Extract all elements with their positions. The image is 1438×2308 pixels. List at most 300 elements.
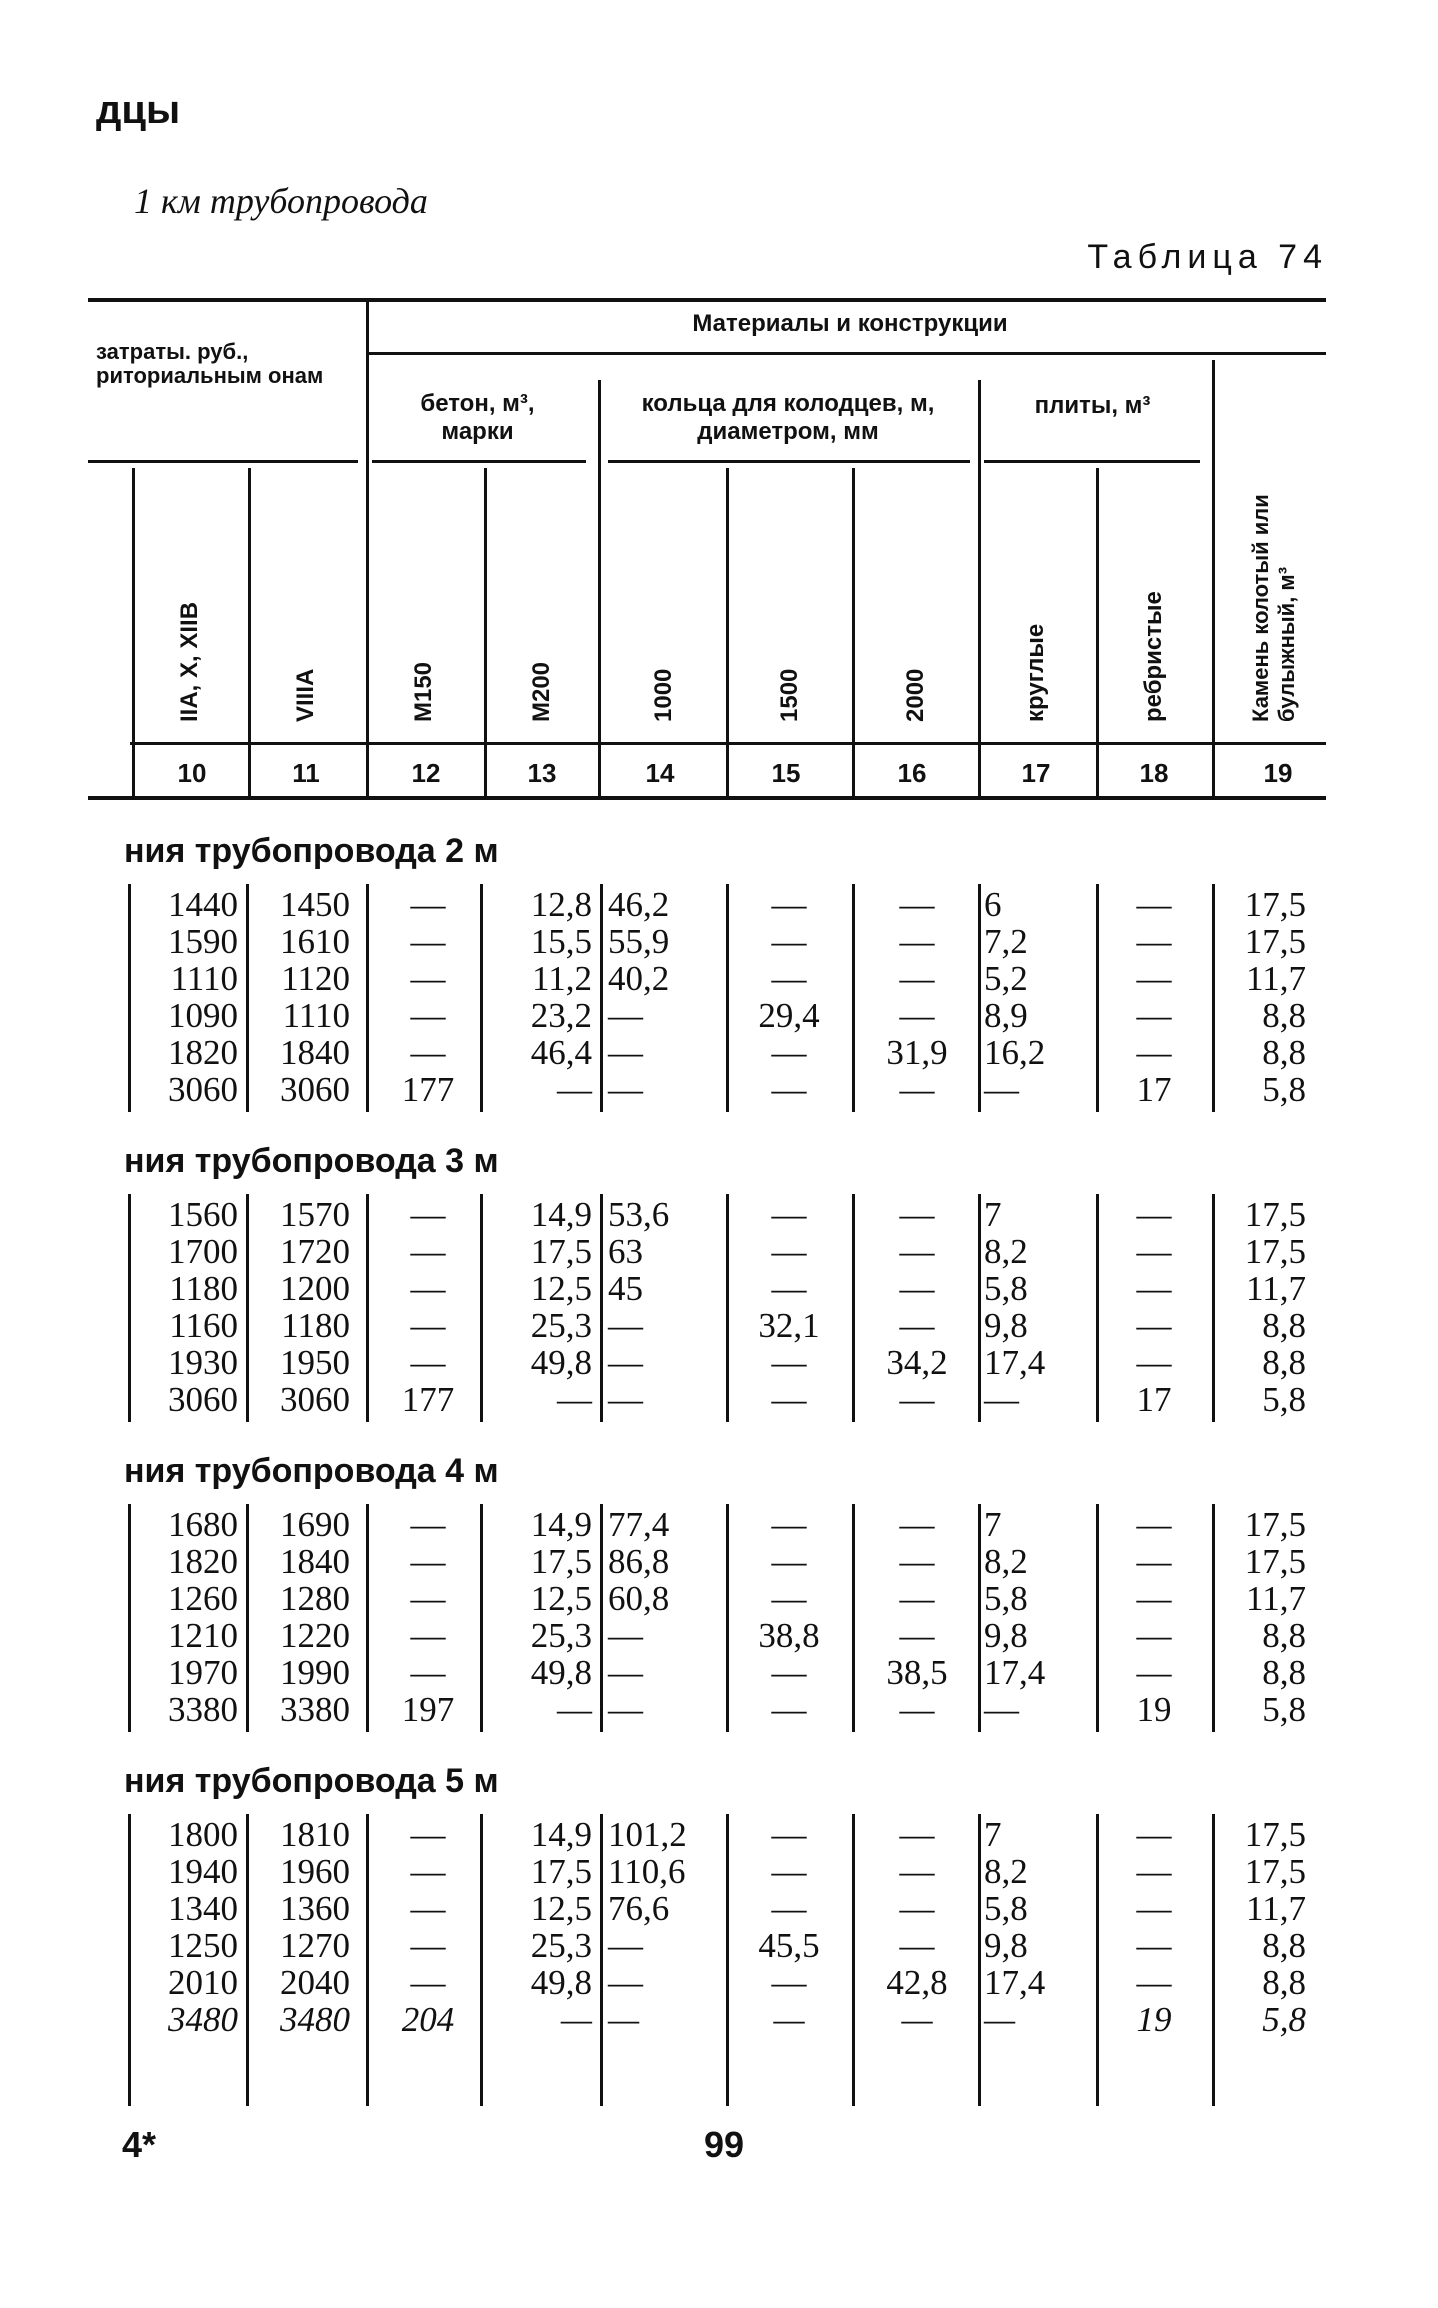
col-1000: 1000: [650, 668, 677, 722]
table-cell: —: [1136, 885, 1172, 924]
table-cell: 17,5: [530, 1852, 592, 1891]
col-IIA-X-XIIB: IIA, X, XIIB: [176, 601, 203, 722]
column-divider: [128, 884, 131, 1112]
plity-header: плиты, м³: [1034, 392, 1151, 419]
table-cell: 17,5: [1244, 1542, 1306, 1581]
table-cell: 3060: [168, 1380, 238, 1419]
table-cell: 5,8: [984, 1889, 1028, 1928]
col-number: 17: [1021, 758, 1051, 788]
table-cell: 17,5: [530, 1542, 592, 1581]
table-cell: 7: [984, 1195, 1002, 1234]
table-cell: 19: [1136, 1690, 1172, 1729]
column-divider: [246, 1504, 249, 1732]
page-number: 99: [704, 2124, 745, 2165]
table-cell: —: [771, 1889, 807, 1928]
col-kamen: Камень колотый или булыжный, м³: [1248, 494, 1299, 722]
table-cell: —: [1136, 1542, 1172, 1581]
table-cell: 1960: [280, 1852, 350, 1891]
table-cell: 7: [984, 1505, 1002, 1544]
table-cell: —: [1136, 1963, 1172, 2002]
table-cell: 12,5: [530, 1269, 592, 1308]
table-cell: 1180: [169, 1269, 238, 1308]
col-number: 13: [527, 758, 557, 788]
col-number: 15: [771, 758, 801, 788]
header-divider: [726, 468, 729, 798]
table-cell: —: [771, 1232, 807, 1271]
table-cell: —: [901, 2000, 933, 2039]
table-cell: —: [899, 1889, 935, 1928]
table-cell: —: [1136, 1889, 1172, 1928]
column-divider: [1212, 1814, 1215, 2106]
table-cell: 1680: [168, 1505, 238, 1544]
table-cell: —: [899, 1306, 935, 1345]
table-cell: 1440: [168, 885, 238, 924]
table-cell: 1820: [168, 1542, 238, 1581]
table-cell: 8,2: [984, 1542, 1028, 1581]
col-kruglye: круглые: [1022, 623, 1049, 722]
table-cell: 2010: [168, 1963, 238, 2002]
column-divider: [1212, 884, 1215, 1112]
column-divider: [978, 1504, 981, 1732]
table-cell: —: [899, 922, 935, 961]
table-cell: 11,7: [1246, 1269, 1306, 1308]
table-cell: —: [608, 1616, 643, 1655]
table-cell: 1930: [168, 1343, 238, 1382]
table-cell: 5,8: [984, 1579, 1028, 1618]
table-cell: —: [771, 1963, 807, 2002]
table-cell: 7: [984, 1815, 1002, 1854]
table-cell: 16,2: [984, 1033, 1046, 1072]
table-cell: 8,8: [1262, 1306, 1306, 1345]
section-title: ния трубопровода 4 м: [124, 1452, 499, 1490]
table-cell: 12,5: [530, 1579, 592, 1618]
table-cell: 8,8: [1262, 1963, 1306, 2002]
table-cell: —: [410, 1033, 446, 1072]
table-cell: —: [1136, 959, 1172, 998]
table-cell: 12,5: [530, 1889, 592, 1928]
table-cell: 19: [1136, 2000, 1172, 2039]
table-cell: 15,5: [530, 922, 592, 961]
column-divider: [726, 1194, 729, 1422]
table-cell: 63: [608, 1232, 643, 1271]
table-cell: 1720: [280, 1232, 350, 1271]
col-number: 10: [177, 758, 207, 788]
header-divider: [978, 380, 981, 798]
table-cell: —: [608, 1070, 643, 1109]
table-cell: —: [771, 959, 807, 998]
table-cell: —: [771, 1195, 807, 1234]
table-cell: 1120: [281, 959, 350, 998]
table-cell: —: [410, 885, 446, 924]
column-divider: [600, 1194, 603, 1422]
table-cell: —: [410, 1343, 446, 1382]
table-cell: 1110: [170, 959, 238, 998]
col-M200: M200: [528, 661, 555, 722]
table-cell: 49,8: [530, 1653, 592, 1692]
column-divider: [366, 1194, 369, 1422]
table-cell: 14,9: [530, 1815, 592, 1854]
table-cell: 14,9: [530, 1505, 592, 1544]
table-cell: 38,8: [758, 1616, 820, 1655]
table-cell: 1340: [168, 1889, 238, 1928]
table-cell: —: [1136, 922, 1172, 961]
table-cell: 9,8: [984, 1926, 1028, 1965]
beton-header: бетон, м³, марки: [420, 390, 535, 445]
header-divider: [598, 380, 601, 798]
table-cell: 76,6: [608, 1889, 670, 1928]
table-cell: 1200: [280, 1269, 350, 1308]
table-cell: —: [410, 1232, 446, 1271]
table-cell: 34,2: [886, 1343, 948, 1382]
table-cell: 49,8: [530, 1343, 592, 1382]
column-divider: [128, 1194, 131, 1422]
table-cell: 1990: [280, 1653, 350, 1692]
table-cell: 60,8: [608, 1579, 670, 1618]
koltsa-header: кольца для колодцев, м, диаметром, мм: [641, 390, 935, 445]
table-cell: —: [410, 1653, 446, 1692]
table-cell: —: [557, 1070, 592, 1109]
table-cell: 46,4: [530, 1033, 592, 1072]
table-cell: —: [1136, 1195, 1172, 1234]
table-cell: 86,8: [608, 1542, 670, 1581]
table-cell: 17,5: [1244, 922, 1306, 961]
column-divider: [1096, 884, 1099, 1112]
table-cell: —: [771, 1033, 807, 1072]
table-cell: —: [1136, 1926, 1172, 1965]
column-divider: [726, 1504, 729, 1732]
table-cell: —: [410, 1926, 446, 1965]
table-cell: 17,5: [1244, 1232, 1306, 1271]
table-cell: 1690: [280, 1505, 350, 1544]
table-cell: —: [1136, 1616, 1172, 1655]
table-cell: 9,8: [984, 1306, 1028, 1345]
table-cell: —: [771, 1815, 807, 1854]
table-cell: 1110: [282, 996, 350, 1035]
col-2000: 2000: [902, 668, 929, 722]
col-VIIIA: VIIIA: [292, 668, 319, 722]
table-cell: —: [1136, 1505, 1172, 1544]
table-cell: —: [984, 1070, 1019, 1109]
table-cell: 3060: [280, 1380, 350, 1419]
table-cell: —: [899, 1690, 935, 1729]
col-1500: 1500: [776, 668, 803, 722]
table-cell: 5,8: [1262, 1380, 1306, 1419]
left-group-header: затраты. руб., риториальным онам: [96, 339, 324, 388]
header-divider: [1212, 360, 1215, 798]
table-cell: 53,6: [608, 1195, 670, 1234]
table-cell: 8,8: [1262, 1653, 1306, 1692]
column-divider: [246, 1194, 249, 1422]
table-cell: —: [410, 1852, 446, 1891]
table-cell: 8,8: [1262, 1033, 1306, 1072]
table-cell: 5,8: [1262, 2000, 1306, 2039]
column-divider: [726, 884, 729, 1112]
table-cell: 9,8: [984, 1616, 1028, 1655]
column-divider: [128, 1504, 131, 1732]
column-divider: [366, 1814, 369, 2106]
table-cell: —: [771, 1070, 807, 1109]
table-cell: —: [608, 1926, 643, 1965]
table-cell: —: [608, 1306, 643, 1345]
table-cell: 1570: [280, 1195, 350, 1234]
table-cell: 17: [1136, 1380, 1172, 1419]
table-cell: —: [410, 1306, 446, 1345]
table-cell: —: [557, 1380, 592, 1419]
table-cell: 1250: [168, 1926, 238, 1965]
col-number: 11: [292, 758, 320, 788]
table-cell: 17,5: [530, 1232, 592, 1271]
column-divider: [1096, 1194, 1099, 1422]
table-cell: —: [410, 996, 446, 1035]
table-cell: —: [608, 1690, 643, 1729]
table-cell: —: [771, 1653, 807, 1692]
table-cell: —: [899, 885, 935, 924]
table-cell: —: [771, 1505, 807, 1544]
table-cell: —: [1136, 1852, 1172, 1891]
table-cell: —: [899, 1852, 935, 1891]
table-cell: 42,8: [886, 1963, 948, 2002]
table-cell: —: [608, 2000, 640, 2039]
colnum-bottom-rule: [88, 796, 1326, 800]
table-cell: 8,8: [1262, 1343, 1306, 1382]
table-cell: —: [608, 1033, 643, 1072]
table-cell: —: [410, 1269, 446, 1308]
table-cell: 38,5: [886, 1653, 948, 1692]
table-cell: —: [771, 1269, 807, 1308]
page-heading: дцы: [96, 88, 181, 132]
col-number: 19: [1263, 758, 1293, 788]
table-cell: 25,3: [530, 1616, 592, 1655]
table-cell: 1800: [168, 1815, 238, 1854]
table-cell: 1840: [280, 1033, 350, 1072]
table-cell: —: [608, 1653, 643, 1692]
table-cell: 1840: [280, 1542, 350, 1581]
table-cell: —: [410, 1616, 446, 1655]
table-cell: 17,5: [1244, 1195, 1306, 1234]
header-divider: [484, 468, 487, 798]
table-cell: 25,3: [530, 1306, 592, 1345]
table-cell: —: [1136, 1579, 1172, 1618]
table-cell: 5,8: [1262, 1070, 1306, 1109]
column-divider: [1096, 1814, 1099, 2106]
table-cell: 3060: [168, 1070, 238, 1109]
header-divider: [132, 468, 135, 798]
table-cell: 17,5: [1244, 1815, 1306, 1854]
table-cell: —: [557, 1690, 592, 1729]
table-cell: 1590: [168, 922, 238, 961]
table-cell: 45: [608, 1269, 643, 1308]
table-cell: —: [1136, 1269, 1172, 1308]
table-cell: 101,2: [608, 1815, 687, 1854]
table-cell: 1280: [280, 1579, 350, 1618]
col-rebristye: ребристые: [1140, 591, 1167, 722]
table-cell: —: [899, 1815, 935, 1854]
table-cell: 1970: [168, 1653, 238, 1692]
table-cell: —: [771, 1690, 807, 1729]
table-cell: 197: [401, 1690, 455, 1729]
table-cell: 1940: [168, 1852, 238, 1891]
header-top-rule: [88, 298, 1326, 302]
materials-rule: [368, 352, 1326, 355]
table-cell: 1090: [168, 996, 238, 1035]
table-cell: 11,7: [1246, 959, 1306, 998]
table-cell: —: [899, 1269, 935, 1308]
table-cell: —: [771, 1542, 807, 1581]
table-cell: 1450: [280, 885, 350, 924]
column-divider: [978, 1814, 981, 2106]
table-cell: 2040: [280, 1963, 350, 2002]
materials-header: Материалы и конструкции: [692, 310, 1008, 337]
table-cell: 8,2: [984, 1232, 1028, 1271]
table-cell: —: [1136, 1232, 1172, 1271]
table-cell: 11,7: [1246, 1889, 1306, 1928]
table-cell: 11,7: [1246, 1579, 1306, 1618]
table-cell: 5,8: [1262, 1690, 1306, 1729]
table-cell: 5,8: [984, 1269, 1028, 1308]
header-divider: [1096, 468, 1099, 798]
header-divider: [366, 300, 369, 798]
column-divider: [852, 1194, 855, 1422]
table-cell: 55,9: [608, 922, 670, 961]
column-divider: [852, 1814, 855, 2106]
col-M150: M150: [410, 661, 437, 722]
table-cell: —: [899, 1232, 935, 1271]
column-divider: [246, 1814, 249, 2106]
table-cell: —: [608, 996, 643, 1035]
footer-mark: 4*: [122, 2124, 157, 2165]
table-cell: 12,8: [530, 885, 592, 924]
table-cell: 31,9: [886, 1033, 948, 1072]
table-cell: —: [899, 959, 935, 998]
table-cell: —: [984, 1690, 1019, 1729]
section-title: ния трубопровода 3 м: [124, 1142, 499, 1180]
table-cell: 7,2: [984, 922, 1028, 961]
table-cell: —: [771, 1852, 807, 1891]
table-cell: —: [410, 922, 446, 961]
table-cell: —: [608, 1380, 643, 1419]
table-cell: 17,5: [1244, 885, 1306, 924]
table-cell: —: [771, 885, 807, 924]
table-cell: —: [773, 2000, 805, 2039]
table-cell: 17,4: [984, 1653, 1046, 1692]
table-cell: 1560: [168, 1195, 238, 1234]
table-cell: —: [984, 2000, 1016, 2039]
table-cell: 49,8: [530, 1963, 592, 2002]
section-title: ния трубопровода 2 м: [124, 832, 499, 870]
table-cell: —: [410, 1195, 446, 1234]
table-cell: —: [410, 1889, 446, 1928]
table-cell: —: [608, 1963, 643, 2002]
column-divider: [1212, 1194, 1215, 1422]
table-cell: 177: [401, 1070, 455, 1109]
table-cell: —: [410, 959, 446, 998]
table-cell: 6: [984, 885, 1002, 924]
table-cell: 14,9: [530, 1195, 592, 1234]
table-cell: 3480: [280, 2000, 350, 2039]
table-cell: —: [899, 1542, 935, 1581]
column-divider: [1212, 1504, 1215, 1732]
col-number: 16: [897, 758, 927, 788]
table-cell: 3380: [168, 1690, 238, 1729]
table-cell: 1210: [168, 1616, 238, 1655]
table-cell: —: [1136, 1306, 1172, 1345]
table-cell: 3380: [280, 1690, 350, 1729]
table-cell: 1220: [280, 1616, 350, 1655]
column-divider: [852, 884, 855, 1112]
table-cell: —: [771, 922, 807, 961]
table-cell: —: [1136, 1343, 1172, 1382]
table-cell: 110,6: [608, 1852, 686, 1891]
table-cell: 5,2: [984, 959, 1028, 998]
table-cell: —: [899, 1195, 935, 1234]
col-number: 14: [645, 758, 675, 788]
table-cell: —: [1136, 996, 1172, 1035]
table-cell: —: [899, 1380, 935, 1419]
table-cell: —: [1136, 1653, 1172, 1692]
table-cell: —: [410, 1815, 446, 1854]
table-cell: —: [771, 1579, 807, 1618]
table-cell: 1260: [168, 1579, 238, 1618]
table-cell: —: [899, 1926, 935, 1965]
table-cell: —: [608, 1343, 643, 1382]
table-cell: 45,5: [758, 1926, 820, 1965]
column-divider: [366, 1504, 369, 1732]
column-divider: [978, 1194, 981, 1422]
column-divider: [1096, 1504, 1099, 1732]
table-cell: 1180: [281, 1306, 350, 1345]
table-cell: —: [984, 1380, 1019, 1419]
col-number: 18: [1139, 758, 1169, 788]
table-cell: 8,8: [1262, 1926, 1306, 1965]
column-divider: [852, 1504, 855, 1732]
table-cell: —: [771, 1343, 807, 1382]
table-cell: 3060: [280, 1070, 350, 1109]
table-cell: 3480: [168, 2000, 238, 2039]
table-cell: —: [560, 2000, 592, 2039]
column-divider: [128, 1814, 131, 2106]
header-divider: [852, 468, 855, 798]
table-cell: —: [771, 1380, 807, 1419]
table-cell: 23,2: [530, 996, 592, 1035]
table-cell: 17,5: [1244, 1505, 1306, 1544]
table-label: Таблица 74: [1087, 238, 1328, 276]
table-cell: —: [899, 1505, 935, 1544]
table-cell: —: [899, 1579, 935, 1618]
table-cell: 204: [401, 2000, 455, 2039]
table-cell: —: [410, 1542, 446, 1581]
table-cell: 17,4: [984, 1963, 1046, 2002]
table-cell: —: [899, 1616, 935, 1655]
table-cell: 1950: [280, 1343, 350, 1382]
table-cell: 8,9: [984, 996, 1028, 1035]
table-cell: —: [1136, 1033, 1172, 1072]
table-cell: 40,2: [608, 959, 670, 998]
table-cell: —: [410, 1963, 446, 2002]
table-cell: —: [899, 996, 935, 1035]
table-cell: 8,8: [1262, 1616, 1306, 1655]
column-divider: [726, 1814, 729, 2106]
section-title: ния трубопровода 5 м: [124, 1762, 499, 1800]
column-divider: [600, 884, 603, 1112]
header-divider: [248, 468, 251, 798]
table-cell: 1610: [280, 922, 350, 961]
table-cell: 11,2: [532, 959, 592, 998]
table-cell: 77,4: [608, 1505, 670, 1544]
table-cell: 8,8: [1262, 996, 1306, 1035]
table-cell: 1700: [168, 1232, 238, 1271]
column-divider: [978, 884, 981, 1112]
plity-rule: [984, 460, 1200, 463]
